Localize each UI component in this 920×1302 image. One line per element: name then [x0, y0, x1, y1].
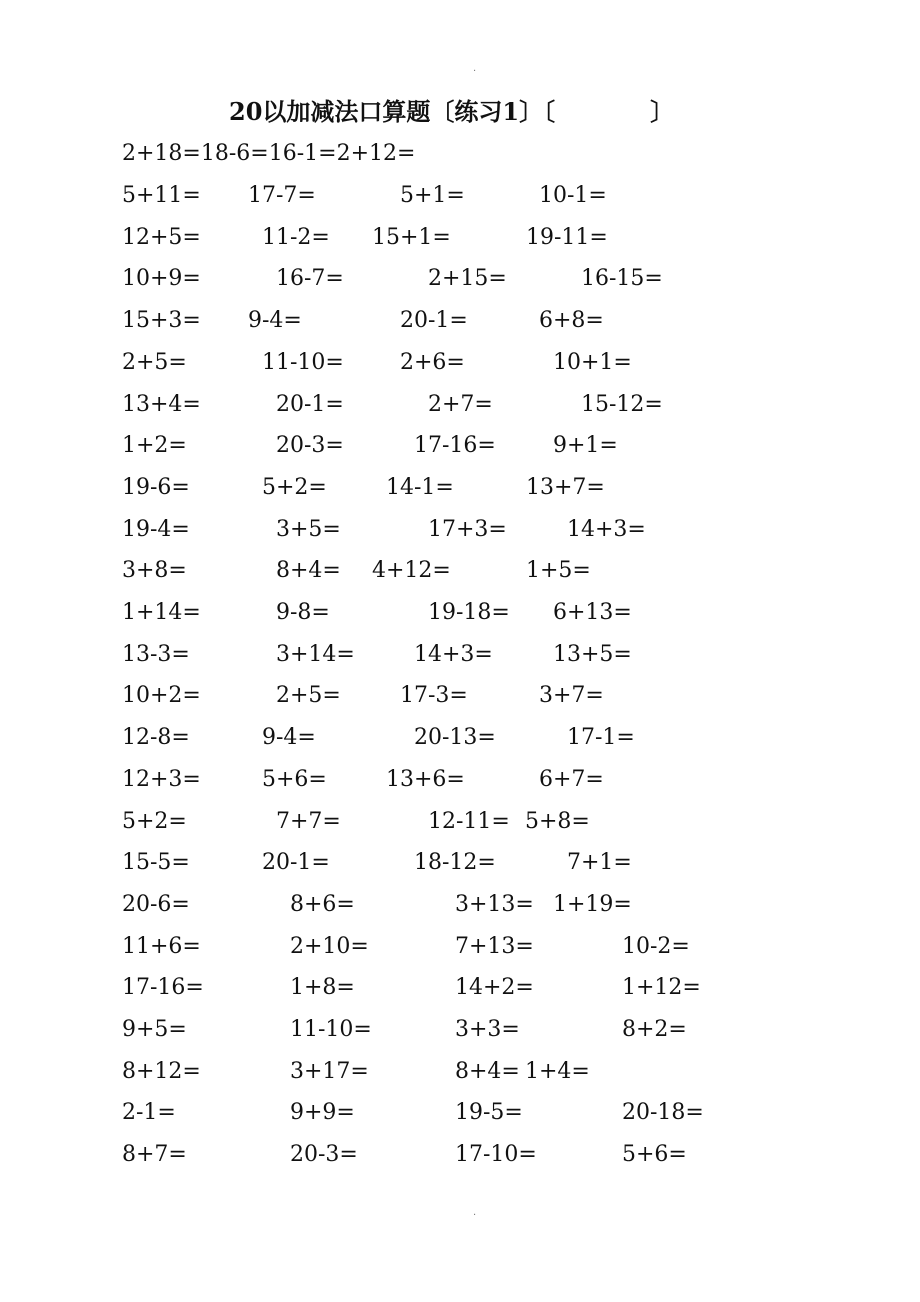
- arithmetic-problem: 16-15=: [581, 266, 663, 291]
- arithmetic-problem: 9+9=: [290, 1100, 355, 1125]
- arithmetic-problem: 1+4=: [525, 1059, 590, 1084]
- arithmetic-problem: 5+11=: [122, 183, 201, 208]
- arithmetic-problem: 14+3=: [567, 517, 646, 542]
- arithmetic-problem: 17-16=: [414, 433, 496, 458]
- arithmetic-problem: 13+5=: [553, 642, 632, 667]
- arithmetic-problem: 15-12=: [581, 392, 663, 417]
- arithmetic-problem: 1+19=: [553, 892, 632, 917]
- arithmetic-problem: 14+2=: [455, 975, 534, 1000]
- arithmetic-problem: 9-4=: [262, 725, 316, 750]
- arithmetic-problem: 17-7=: [248, 183, 316, 208]
- arithmetic-problem: 2+10=: [290, 934, 369, 959]
- arithmetic-problem: 3+8=: [122, 558, 187, 583]
- arithmetic-problem: 17-10=: [455, 1142, 537, 1167]
- arithmetic-problem: 2+5=: [276, 683, 341, 708]
- arithmetic-problem: 20-1=: [276, 392, 344, 417]
- arithmetic-problem: 7+13=: [455, 934, 534, 959]
- arithmetic-problem: 1+8=: [290, 975, 355, 1000]
- arithmetic-problem: 7+1=: [567, 850, 632, 875]
- arithmetic-problem: 12-8=: [122, 725, 190, 750]
- worksheet-title: [229, 96, 674, 128]
- arithmetic-problem: 13+6=: [386, 767, 465, 792]
- arithmetic-problem: 8+12=: [122, 1059, 201, 1084]
- arithmetic-problem: 12+3=: [122, 767, 201, 792]
- problem-line-1: 2+18=18-6=16-1=2+12=: [122, 141, 416, 166]
- arithmetic-problem: 8+7=: [122, 1142, 187, 1167]
- arithmetic-problem: 8+2=: [622, 1017, 687, 1042]
- arithmetic-problem: 2+5=: [122, 350, 187, 375]
- arithmetic-problem: 3+7=: [539, 683, 604, 708]
- arithmetic-problem: 20-13=: [414, 725, 496, 750]
- arithmetic-problem: 10-1=: [539, 183, 607, 208]
- arithmetic-problem: 11-10=: [290, 1017, 372, 1042]
- arithmetic-problem: 12+5=: [122, 225, 201, 250]
- arithmetic-problem: 20-18=: [622, 1100, 704, 1125]
- arithmetic-problem: 18-12=: [414, 850, 496, 875]
- arithmetic-problem: 9-4=: [248, 308, 302, 333]
- arithmetic-problem: 1+2=: [122, 433, 187, 458]
- arithmetic-problem: 2+7=: [428, 392, 493, 417]
- arithmetic-problem: 5+6=: [262, 767, 327, 792]
- arithmetic-problem: 5+2=: [122, 809, 187, 834]
- arithmetic-problem: 19-11=: [526, 225, 608, 250]
- arithmetic-problem: 19-6=: [122, 475, 190, 500]
- arithmetic-problem: 9+5=: [122, 1017, 187, 1042]
- arithmetic-problem: 5+1=: [400, 183, 465, 208]
- arithmetic-problem: 11-10=: [262, 350, 344, 375]
- arithmetic-problem: 6+13=: [553, 600, 632, 625]
- title-text: 20以加减法口算题〔练习1〕〔: [229, 97, 556, 126]
- arithmetic-problem: 17-1=: [567, 725, 635, 750]
- arithmetic-problem: 20-3=: [290, 1142, 358, 1167]
- arithmetic-problem: 20-6=: [122, 892, 190, 917]
- arithmetic-problem: 9+1=: [553, 433, 618, 458]
- arithmetic-problem: 15-5=: [122, 850, 190, 875]
- arithmetic-problem: 7+7=: [276, 809, 341, 834]
- arithmetic-problem: 14+3=: [414, 642, 493, 667]
- arithmetic-problem: 8+4=: [455, 1059, 520, 1084]
- arithmetic-problem: 13-3=: [122, 642, 190, 667]
- arithmetic-problem: 1+12=: [622, 975, 701, 1000]
- arithmetic-problem: 11+6=: [122, 934, 201, 959]
- arithmetic-problem: 8+6=: [290, 892, 355, 917]
- arithmetic-problem: 8+4=: [276, 558, 341, 583]
- arithmetic-problem: 2+15=: [428, 266, 507, 291]
- arithmetic-problem: 19-5=: [455, 1100, 523, 1125]
- arithmetic-problem: 3+13=: [455, 892, 534, 917]
- arithmetic-problem: 2+6=: [400, 350, 465, 375]
- top-dot: ·: [473, 66, 477, 77]
- arithmetic-problem: 10-2=: [622, 934, 690, 959]
- arithmetic-problem: 10+9=: [122, 266, 201, 291]
- arithmetic-problem: 17-3=: [400, 683, 468, 708]
- arithmetic-problem: 14-1=: [386, 475, 454, 500]
- arithmetic-problem: 15+1=: [372, 225, 451, 250]
- arithmetic-problem: 6+8=: [539, 308, 604, 333]
- arithmetic-problem: 19-18=: [428, 600, 510, 625]
- arithmetic-problem: 1+14=: [122, 600, 201, 625]
- title-close-bracket: 〕: [650, 97, 675, 126]
- arithmetic-problem: 13+7=: [526, 475, 605, 500]
- arithmetic-problem: 20-3=: [276, 433, 344, 458]
- arithmetic-problem: 10+2=: [122, 683, 201, 708]
- arithmetic-problem: 4+12=: [372, 558, 451, 583]
- arithmetic-problem: 9-8=: [276, 600, 330, 625]
- arithmetic-problem: 6+7=: [539, 767, 604, 792]
- arithmetic-problem: 17-16=: [122, 975, 204, 1000]
- arithmetic-problem: 5+8=: [525, 809, 590, 834]
- arithmetic-problem: 20-1=: [400, 308, 468, 333]
- arithmetic-problem: 17+3=: [428, 517, 507, 542]
- arithmetic-problem: 3+3=: [455, 1017, 520, 1042]
- arithmetic-problem: 12-11=: [428, 809, 510, 834]
- arithmetic-problem: 1+5=: [526, 558, 591, 583]
- arithmetic-problem: 15+3=: [122, 308, 201, 333]
- arithmetic-problem: 3+5=: [276, 517, 341, 542]
- arithmetic-problem: 5+6=: [622, 1142, 687, 1167]
- arithmetic-problem: 16-7=: [276, 266, 344, 291]
- bottom-dot: ·: [473, 1210, 477, 1221]
- arithmetic-problem: 3+17=: [290, 1059, 369, 1084]
- arithmetic-problem: 11-2=: [262, 225, 330, 250]
- arithmetic-problem: 5+2=: [262, 475, 327, 500]
- arithmetic-problem: 20-1=: [262, 850, 330, 875]
- arithmetic-problem: 13+4=: [122, 392, 201, 417]
- arithmetic-problem: 2-1=: [122, 1100, 176, 1125]
- arithmetic-problem: 19-4=: [122, 517, 190, 542]
- arithmetic-problem: 10+1=: [553, 350, 632, 375]
- arithmetic-problem: 3+14=: [276, 642, 355, 667]
